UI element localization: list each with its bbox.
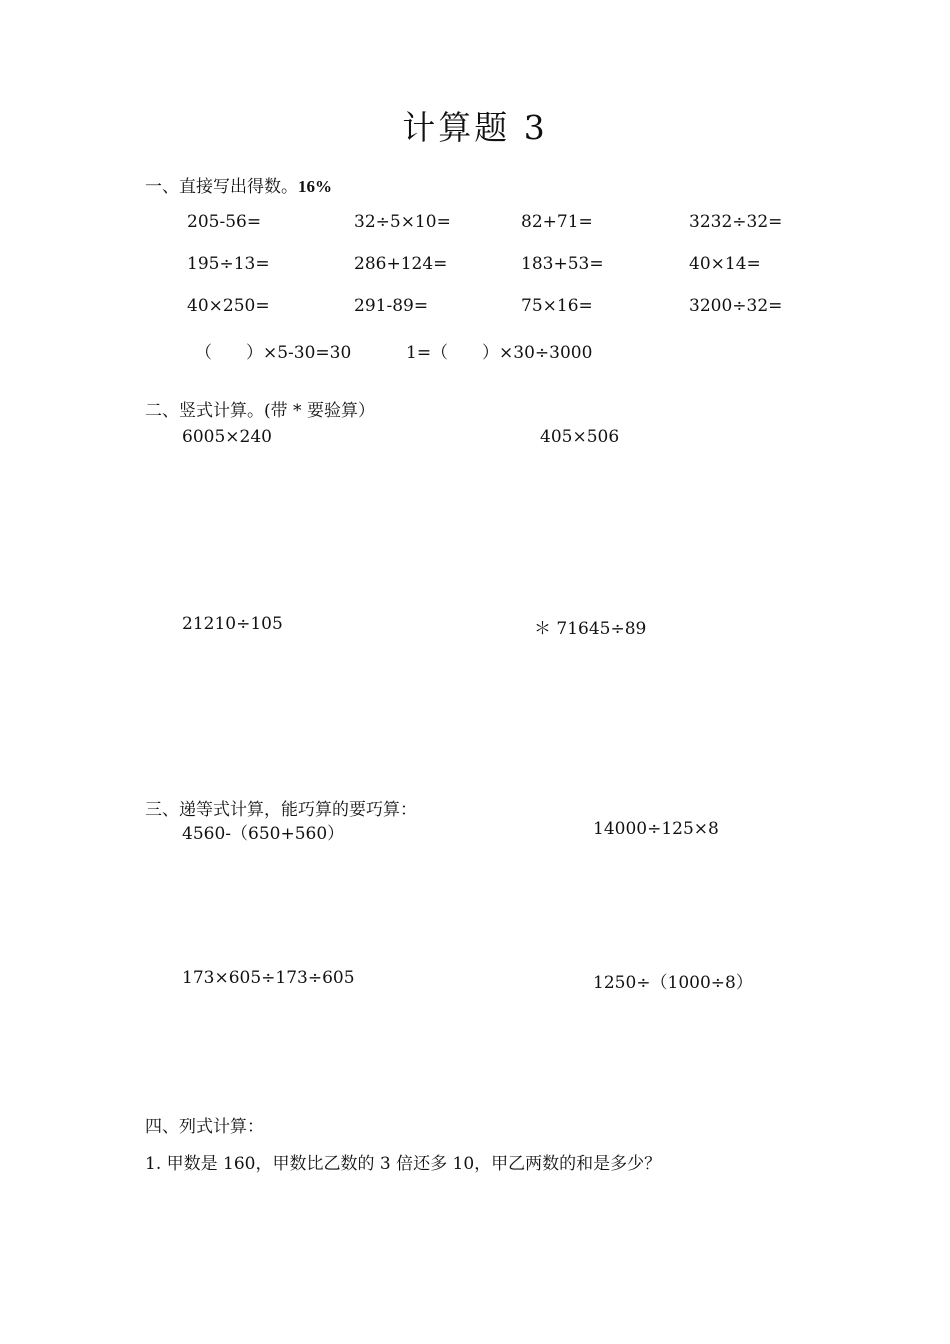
s3-problem: 4560-（650+560） [182, 824, 345, 844]
s3-problem: 173×605÷173÷605 [182, 968, 355, 988]
s1-problem: 286+124= [354, 254, 448, 274]
s1-problem: 75×16= [521, 296, 593, 316]
s2-problem: 405×506 [540, 427, 620, 447]
s1-problem: 40×250= [187, 296, 270, 316]
s4-question: 1. 甲数是 160，甲数比乙数的 3 倍还多 10，甲乙两数的和是多少？ [145, 1154, 662, 1174]
s3-problem: 14000÷125×8 [593, 819, 719, 839]
s1-problem: 32÷5×10= [354, 212, 451, 232]
s1-problem: 183+53= [521, 254, 604, 274]
s1-problem: 3200÷32= [689, 296, 783, 316]
s1-problem: 195÷13= [187, 254, 270, 274]
section-4-heading: 四、列式计算： [145, 1117, 264, 1137]
section-1-heading [145, 172, 332, 197]
section-2-heading: 二、竖式计算。(带 * 要验算） [145, 401, 375, 421]
s1-blank-problem: 1=（ ）×30÷3000 [406, 343, 593, 363]
s1-blank-problem: （ ）×5-30=30 [195, 343, 352, 363]
s2-problem-check: ＊ 71645÷89 [534, 619, 647, 639]
s1-problem: 82+71= [521, 212, 593, 232]
s2-problem: 6005×240 [182, 427, 272, 447]
s3-problem: 1250÷（1000÷8） [593, 973, 753, 993]
s2-problem: 21210÷105 [182, 614, 283, 634]
s1-problem: 205-56= [187, 212, 262, 232]
s1-problem: 3232÷32= [689, 212, 783, 232]
section-3-heading: 三、递等式计算，能巧算的要巧算： [145, 800, 417, 820]
s1-problem: 40×14= [689, 254, 761, 274]
section-1-score: 16% [298, 177, 332, 196]
page-title: 计算题 3 [402, 108, 548, 147]
s1-problem: 291-89= [354, 296, 429, 316]
section-1-heading-text: 一、直接写出得数。 [145, 177, 298, 197]
